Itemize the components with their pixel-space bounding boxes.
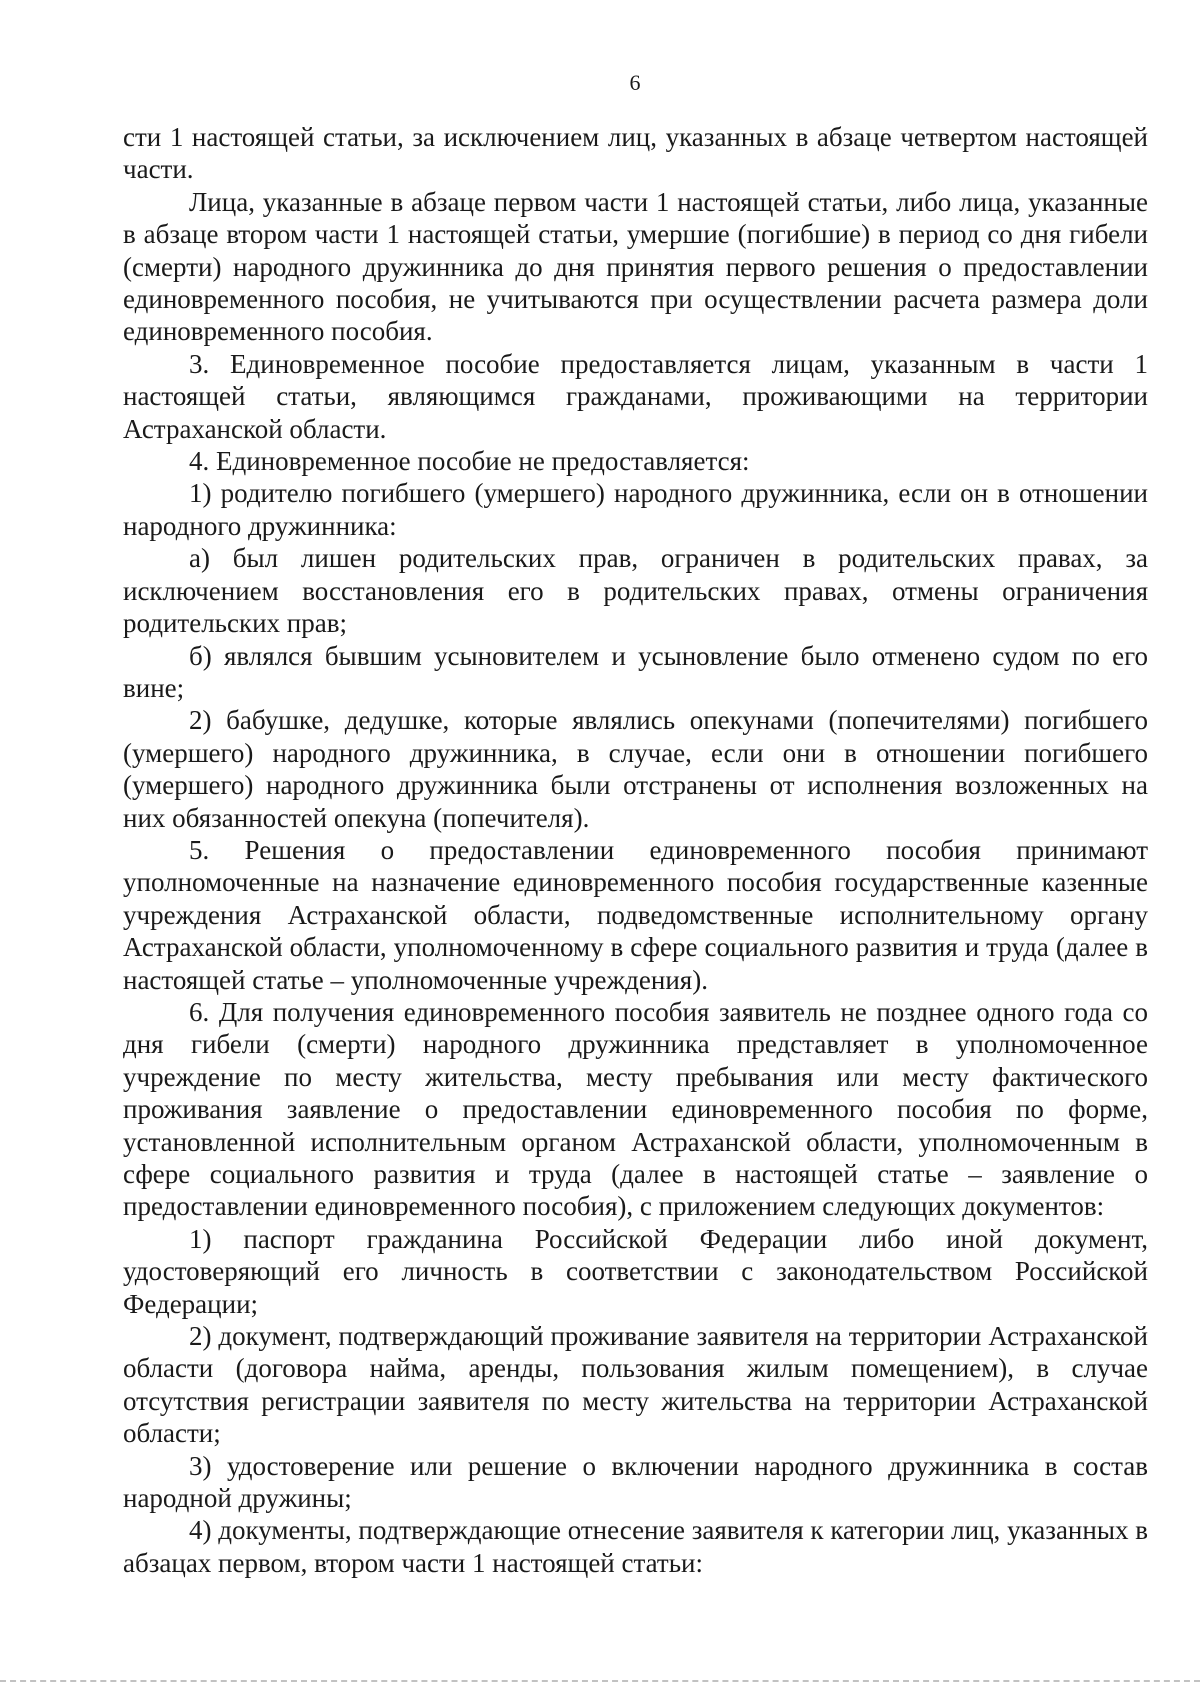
paragraph-clause-4-item-1b: б) являлся бывшим усыновителем и усыновление было отменено судом по его вине;	[123, 640, 1148, 703]
paragraph-continuation: сти 1 настоящей статьи, за исключением лиц, указанных в абзаце четвертом настоящей части.	[123, 122, 1148, 185]
paragraph-clause-6-item-4: 4) документы, подтверждающие отнесение заявителя к категории лиц, указанных в абзацах первом, втором части 1 настоящей статьи:	[123, 1515, 1148, 1578]
paragraph-persons-not-counted: Лица, указанные в абзаце первом части 1 настоящей статьи, либо лица, указанные в абзаце втором части 1 настоящей статьи, умершие (погибшие) в период со дня гибели (смерти) народного дружинника до дня принятия первого решения о предоставлении единовременного пособия, не учитываются при осуществлении расчета размера доли единовременного пособия.	[123, 186, 1148, 347]
paragraph-clause-4-item-1: 1) родителю погибшего (умершего) народного дружинника, если он в отношении народного дружинника:	[123, 478, 1148, 541]
paragraph-clause-6-item-3: 3) удостоверение или решение о включении народного дружинника в состав народной дружины;	[123, 1450, 1148, 1514]
paragraph-clause-5: 5. Решения о предоставлении единовременного пособия принимают уполномоченные на назначение единовременного пособия государственные казенные учреждения Астраханской области, подведомственные исполнительному органу Астраханской области, уполномоченному в сфере социального развития и труда (далее в настоящей статье – уполномоченные учреждения).	[123, 834, 1148, 995]
page-number: 6	[629, 70, 641, 95]
paragraph-clause-6: 6. Для получения единовременного пособия заявитель не позднее одного года со дня гибели (смерти) народного дружинника представляет в уполномоченное учреждение по месту жительства, месту пребывания или месту фактического проживания заявление о предоставлении единовременного пособия по форме, установленной исполнительным органом Астраханской области, уполномоченным в сфере социального развития и труда (далее в настоящей статье – заявление о предоставлении единовременного пособия), с приложением следующих документов:	[123, 996, 1148, 1222]
document-body	[123, 121, 1148, 1579]
paragraph-clause-6-item-1: 1) паспорт гражданина Российской Федерации либо иной документ, удостоверяющий его личность в соответствии с законодательством Российской Федерации;	[123, 1223, 1148, 1319]
paragraph-clause-4-item-1a: а) был лишен родительских прав, ограничен в родительских правах, за исключением восстановления его в родительских правах, отмены ограничения родительских прав;	[123, 543, 1148, 639]
paragraph-clause-6-item-2: 2) документ, подтверждающий проживание заявителя на территории Астраханской области (договора найма, аренды, пользования жилым помещением), в случае отсутствия регистрации заявителя по месту жительства на территории Астраханской области;	[123, 1321, 1148, 1449]
paragraph-clause-4-item-2: 2) бабушке, дедушке, которые являлись опекунами (попечителями) погибшего (умершего) народного дружинника, в случае, если они в отношении погибшего (умершего) народного дружинника были отстранены от исполнения возложенных на них обязанностей опекуна (попечителя).	[123, 705, 1148, 833]
paragraph-clause-4: 4. Единовременное пособие не предоставляется:	[189, 446, 750, 477]
paragraph-clause-3: 3. Единовременное пособие предоставляется лицам, указанным в части 1 настоящей статьи, являющимся гражданами, проживающими на территории Астраханской области.	[123, 348, 1148, 444]
scan-bottom-edge	[0, 1680, 1200, 1682]
